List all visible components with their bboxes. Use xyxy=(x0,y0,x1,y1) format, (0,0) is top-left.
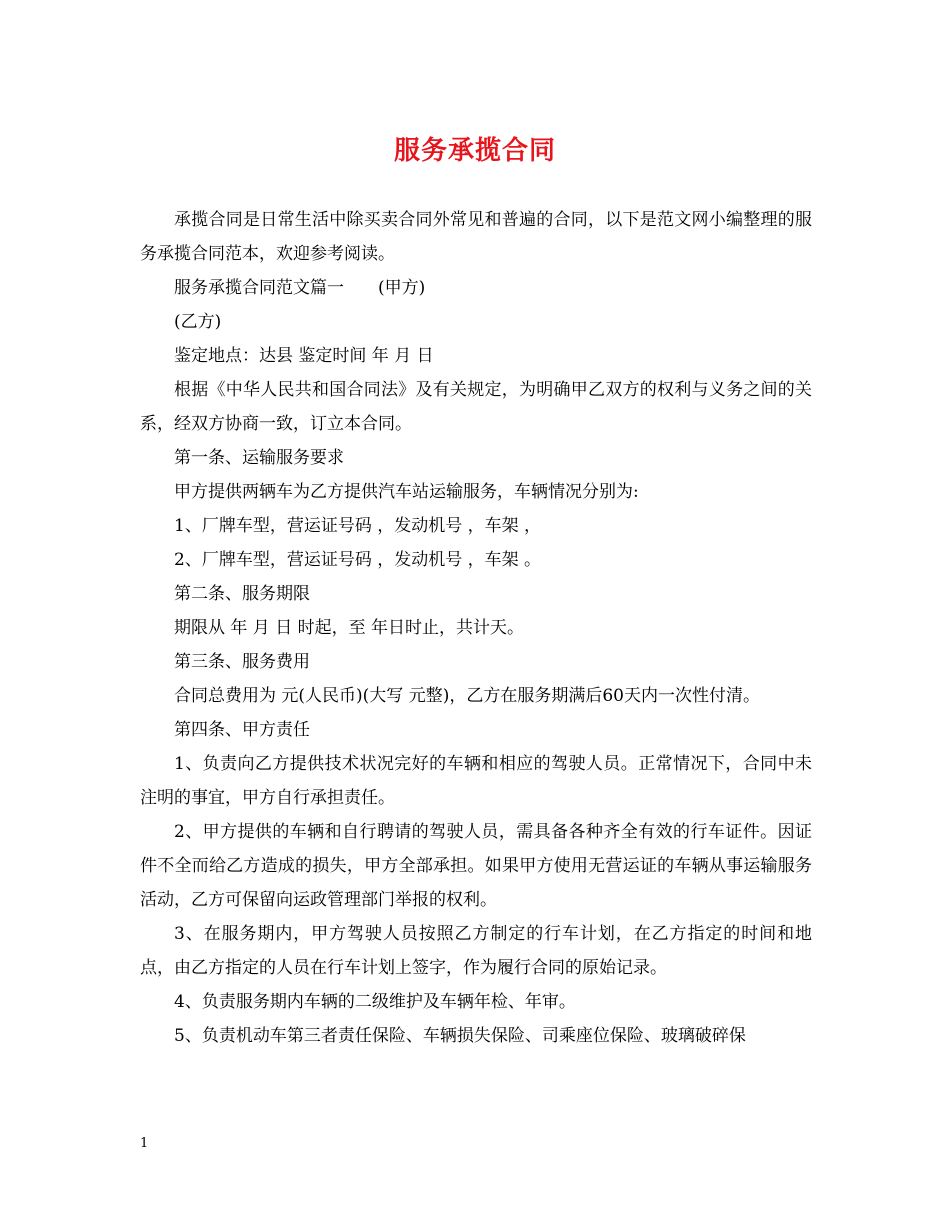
list-item: 1、厂牌车型，营运证号码 ，发动机号 ，车架 ， xyxy=(174,516,542,536)
paragraph: 服务承揽合同范文篇一 (甲方) xyxy=(174,278,426,298)
section-heading: 第四条、甲方责任 xyxy=(174,720,310,740)
paragraph: 根据《中华人民共和国合同法》及有关规定，为明确甲乙双方的权利与义务之间的关系，经双方协商一致，订立本合同。 xyxy=(140,380,812,434)
paragraph: 鉴定地点：达县 鉴定时间 年 月 日 xyxy=(174,346,434,366)
paragraph: 承揽合同是日常生活中除买卖合同外常见和普遍的合同，以下是范文网小编整理的服务承揽合同范本，欢迎参考阅读。 xyxy=(140,210,812,264)
paragraph: 甲方提供两辆车为乙方提供汽车站运输服务，车辆情况分别为: xyxy=(174,482,639,502)
list-item: 4、负责服务期内车辆的二级维护及车辆年检、年审。 xyxy=(174,992,576,1012)
document-body xyxy=(140,203,812,1053)
list-item: 5、负责机动车第三者责任保险、车辆损失保险、司乘座位保险、玻璃破碎保 xyxy=(174,1026,746,1046)
section-heading: 第三条、服务费用 xyxy=(174,652,310,672)
document-title: 服务承揽合同 xyxy=(393,136,556,166)
section-heading: 第二条、服务期限 xyxy=(174,584,310,604)
paragraph: 期限从 年 月 日 时起，至 年日时止，共计天。 xyxy=(174,618,525,638)
section-heading: 第一条、运输服务要求 xyxy=(174,448,344,468)
list-item: 2、厂牌车型，营运证号码 ，发动机号 ，车架 。 xyxy=(174,550,542,570)
list-item: 3、在服务期内，甲方驾驶人员按照乙方制定的行车计划，在乙方指定的时间和地点，由乙方指定的人员在行车计划上签字，作为履行合同的原始记录。 xyxy=(140,924,812,978)
paragraph: 合同总费用为 元(人民币)(大写 元整)，乙方在服务期满后60天内一次性付清。 xyxy=(174,686,760,706)
page-number: 1 xyxy=(140,1136,149,1151)
list-item: 1、负责向乙方提供技术状况完好的车辆和相应的驾驶人员。正常情况下，合同中未注明的事宜，甲方自行承担责任。 xyxy=(140,754,812,808)
list-item: 2、甲方提供的车辆和自行聘请的驾驶人员，需具备各种齐全有效的行车证件。因证件不全而给乙方造成的损失，甲方全部承担。如果甲方使用无营运证的车辆从事运输服务活动，乙方可保留向运政管理部门举报的权利。 xyxy=(140,822,812,910)
paragraph: (乙方) xyxy=(174,312,222,332)
